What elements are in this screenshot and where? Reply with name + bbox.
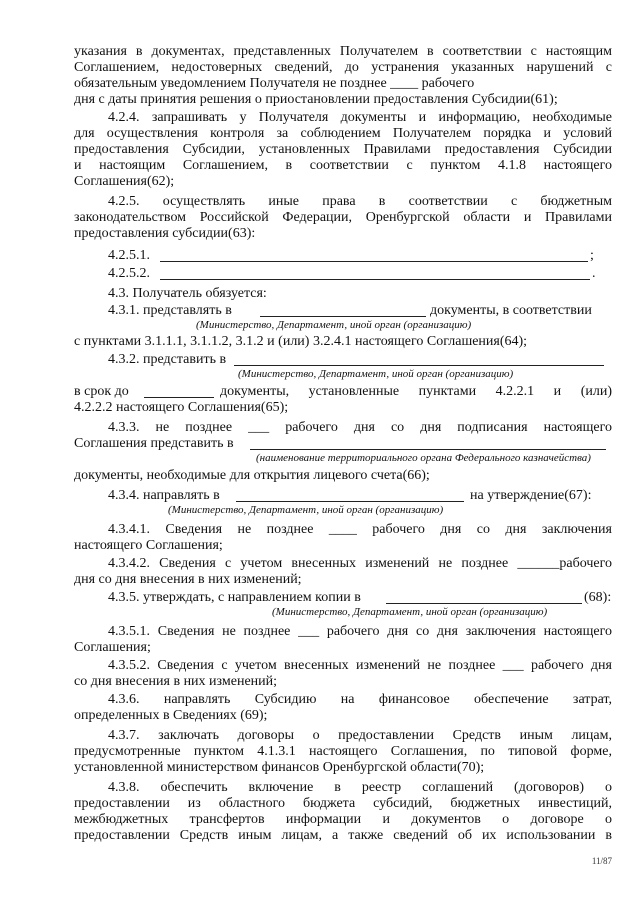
field-caption: (наименование территориального органа Федерального казначейства) bbox=[256, 452, 591, 464]
blank-line bbox=[160, 261, 588, 262]
text-line: указания в документах, представленных Получателем в соответствии с настоящим bbox=[74, 44, 612, 59]
text-line: предоставления субсидии(63): bbox=[74, 226, 256, 241]
text-line: (68): bbox=[584, 590, 612, 605]
text-line: дня со дня внесения в них изменений; bbox=[74, 572, 302, 587]
field-caption: (Министерство, Департамент, иной орган (организацию) bbox=[196, 319, 472, 331]
text-line: межбюджетных трансфертов информации и документов о договоре о bbox=[74, 812, 612, 827]
text-line: Соглашением, недостоверных сведений, до устранения указанных нарушений с bbox=[74, 60, 612, 75]
blank-line bbox=[260, 316, 426, 317]
text-line: 4.3.7. заключать договоры о предоставлении Средств иным лицам, bbox=[108, 728, 612, 743]
text-line: настоящего Соглашения; bbox=[74, 538, 223, 553]
text-line: 4.3.5.2. Сведения с учетом внесенных изменений не позднее ___ рабочего дня bbox=[108, 658, 612, 673]
text-line: 4.3.4.1. Сведения не позднее ____ рабочего дня со дня заключения bbox=[108, 522, 612, 537]
text-line: для осуществления контроля за соблюдением Получателем порядка и условий bbox=[74, 126, 612, 141]
text-line: 4.3.8. обеспечить включение в реестр соглашений (договоров) о bbox=[108, 780, 612, 795]
text-line: документы, в соответствии bbox=[430, 303, 592, 318]
text-line: 4.3. Получатель обязуется: bbox=[108, 286, 267, 301]
text-line: со дня внесения в них изменений; bbox=[74, 674, 278, 689]
text-line: 4.3.5.1. Сведения не позднее ___ рабочего дня со дня заключения настоящего bbox=[108, 624, 612, 639]
text-line: установленной министерством финансов Оренбургской области(70); bbox=[74, 760, 485, 775]
field-caption: (Министерство, Департамент, иной орган (организацию) bbox=[168, 504, 444, 516]
text-line: 4.2.2.2 настоящего Соглашения(65); bbox=[74, 400, 289, 415]
text-line: 4.3.1. представлять в bbox=[108, 303, 232, 318]
text-line: Соглашения представить в bbox=[74, 436, 234, 451]
text-line: документы, необходимые для открытия лицевого счета(66); bbox=[74, 468, 430, 483]
text-line: предоставлении из областного бюджета субсидий, бюджетных инвестиций, bbox=[74, 796, 612, 811]
text-line: определенных в Сведениях (69); bbox=[74, 708, 268, 723]
text-line: 4.3.3. не позднее ___ рабочего дня со дня подписания настоящего bbox=[108, 420, 612, 435]
text-line: с пунктами 3.1.1.1, 3.1.1.2, 3.1.2 и (или) 3.2.4.1 настоящего Соглашения(64); bbox=[74, 334, 528, 349]
text-line: 4.2.4. запрашивать у Получателя документы и информацию, необходимые bbox=[108, 110, 612, 125]
item-label: 4.2.5.2. bbox=[108, 266, 150, 281]
text-line: 4.3.4.2. Сведения с учетом внесенных изменений не позднее ______рабочего bbox=[108, 556, 612, 571]
text-line: на утверждение(67): bbox=[470, 488, 592, 503]
text-line: предоставлении Средств иным лицам, а также сведений об их использовании в bbox=[74, 828, 612, 843]
text-line: Соглашения; bbox=[74, 640, 151, 655]
text-line: 4.2.5. осуществлять иные права в соответствии с бюджетным bbox=[108, 194, 612, 209]
blank-line bbox=[386, 603, 582, 604]
text-line: предусмотренные пунктом 4.1.3.1 настоящего Соглашения, по типовой форме, bbox=[74, 744, 612, 759]
text-line: 4.3.4. направлять в bbox=[108, 488, 220, 503]
text-line: . bbox=[592, 266, 596, 281]
text-line: предоставления Субсидии, установленных Правилами предоставления Субсидии bbox=[74, 142, 612, 157]
field-caption: (Министерство, Департамент, иной орган (организацию) bbox=[272, 606, 548, 618]
text-line: дня с даты принятия решения о приостановлении предоставления Субсидии(61); bbox=[74, 92, 558, 107]
blank-line bbox=[250, 449, 606, 450]
field-caption: (Министерство, Департамент, иной орган (организацию) bbox=[238, 368, 514, 380]
text-line: Соглашения(62); bbox=[74, 174, 175, 189]
text-line: законодательством Российской Федерации, Оренбургской области и Правилами bbox=[74, 210, 612, 225]
page-number: 11/87 bbox=[591, 856, 612, 866]
blank-line bbox=[236, 501, 464, 502]
item-label: 4.2.5.1. bbox=[108, 248, 150, 263]
text-line: в срок до bbox=[74, 384, 129, 399]
text-line: обязательным уведомлением Получателя не позднее ____ рабочего bbox=[74, 76, 475, 91]
blank-line bbox=[234, 365, 604, 366]
text-line: 4.3.6. направлять Субсидию на финансовое обеспечение затрат, bbox=[108, 692, 612, 707]
text-line: и настоящим Соглашением, в соответствии с пунктом 4.1.8 настоящего bbox=[74, 158, 612, 173]
text-line: документы, установленные пунктами 4.2.2.1 и (или) bbox=[220, 384, 612, 399]
blank-line bbox=[144, 397, 214, 398]
text-line: 4.3.2. представить в bbox=[108, 352, 227, 367]
text-line: 4.3.5. утверждать, с направлением копии в bbox=[108, 590, 361, 605]
blank-line bbox=[160, 279, 590, 280]
text-line: ; bbox=[590, 248, 594, 263]
